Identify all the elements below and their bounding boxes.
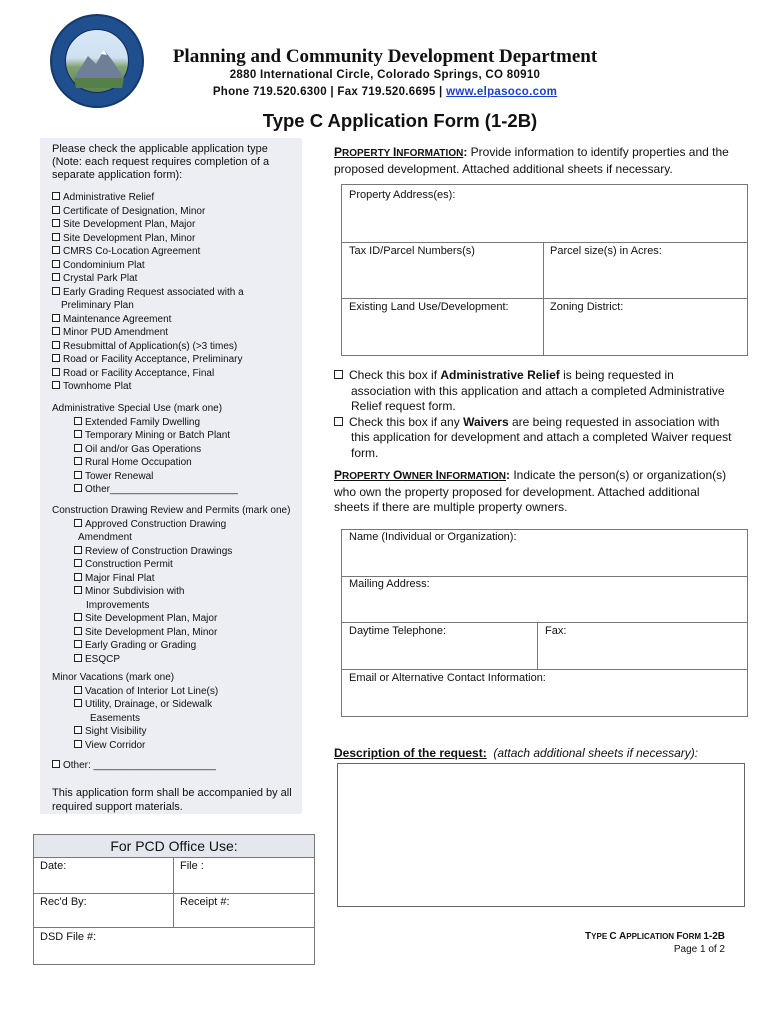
checkbox[interactable]: [52, 192, 60, 200]
cd-item[interactable]: Site Development Plan, Major: [52, 612, 302, 626]
owner-table: [341, 529, 748, 717]
email-field[interactable]: Email or Alternative Contact Information:: [349, 672, 546, 684]
waiver-check-row[interactable]: Check this box if any Waivers are being requested in association with this application for development and attach a completed Waiver request form.: [334, 415, 734, 462]
office-recd-by-field[interactable]: Rec'd By:: [40, 896, 87, 908]
owner-name-field[interactable]: Name (Individual or Organization):: [349, 531, 517, 543]
checkbox[interactable]: [74, 519, 82, 527]
checkbox[interactable]: [74, 613, 82, 621]
page-number: Page 1 of 2: [673, 944, 725, 955]
type-checkbox-item[interactable]: Resubmittal of Application(s) (>3 times): [52, 340, 302, 354]
cd-continuation: Amendment: [78, 532, 132, 543]
checkbox[interactable]: [74, 559, 82, 567]
admin-special-use-section: [52, 402, 302, 497]
checkbox[interactable]: [74, 726, 82, 734]
checkbox[interactable]: [52, 273, 60, 281]
cd-item[interactable]: ESQCP: [52, 653, 302, 667]
divider: [341, 622, 748, 623]
footer-form-title: TYPE C APPLICATION FORM 1-2B: [585, 931, 725, 942]
asu-item[interactable]: Rural Home Occupation: [52, 456, 302, 470]
owner-info-text: Indicate the person(s) or organization(s) who own the property proposed for development. Attached additional sheets if there are multiple property owners.: [334, 468, 727, 514]
cd-item[interactable]: Early Grading or Grading: [52, 639, 302, 653]
type-checkbox-item[interactable]: Administrative Relief: [52, 191, 302, 205]
divider: [33, 927, 315, 928]
asu-item[interactable]: Temporary Mining or Batch Plant: [52, 429, 302, 443]
checkbox[interactable]: [52, 381, 60, 389]
form-title: Type C Application Form (1-2B): [262, 110, 538, 131]
mv-item[interactable]: Sight Visibility: [52, 725, 302, 739]
type-checkbox-item[interactable]: Certificate of Designation, Minor: [52, 205, 302, 219]
checkbox[interactable]: [52, 246, 60, 254]
description-heading: [334, 746, 754, 760]
type-checkbox-item[interactable]: Minor PUD Amendment: [52, 326, 302, 340]
checkbox[interactable]: [334, 417, 343, 426]
checkbox[interactable]: [74, 586, 82, 594]
office-file-field[interactable]: File :: [180, 860, 204, 872]
type-checkbox-item[interactable]: Early Grading Request associated with a: [52, 286, 302, 300]
checkbox[interactable]: [74, 686, 82, 694]
checkbox[interactable]: [52, 287, 60, 295]
cd-item[interactable]: Construction Permit: [52, 558, 302, 572]
divider: [341, 298, 748, 299]
mv-item[interactable]: Vacation of Interior Lot Line(s): [52, 685, 302, 699]
other-item[interactable]: Other: ______________________: [52, 759, 302, 773]
asu-item[interactable]: Oil and/or Gas Operations: [52, 443, 302, 457]
checkbox[interactable]: [74, 640, 82, 648]
cd-item[interactable]: Major Final Plat: [52, 572, 302, 586]
section-title: Administrative Special Use (mark one): [52, 403, 223, 414]
mailing-address-field[interactable]: Mailing Address:: [349, 578, 430, 590]
description-note: (attach additional sheets if necessary):: [493, 746, 699, 760]
checkbox[interactable]: [74, 471, 82, 479]
divider: [33, 893, 315, 894]
type-checkbox-item[interactable]: Townhome Plat: [52, 380, 302, 394]
checkbox[interactable]: [52, 354, 60, 362]
checkbox[interactable]: [74, 627, 82, 635]
type-checkbox-item[interactable]: Road or Facility Acceptance, Final: [52, 367, 302, 381]
type-checkbox-item[interactable]: Condominium Plat: [52, 259, 302, 273]
property-info-text: Provide information to identify properties and the proposed development. Attached additional sheets if necessary.: [334, 145, 729, 176]
relief-waiver-checks: [334, 368, 734, 461]
divider: [341, 242, 748, 243]
checkbox[interactable]: [52, 314, 60, 322]
cd-item[interactable]: Site Development Plan, Minor: [52, 626, 302, 640]
checkbox[interactable]: [74, 457, 82, 465]
mv-item[interactable]: Utility, Drainage, or Sidewalk: [52, 698, 302, 712]
type-checkbox-item[interactable]: Road or Facility Acceptance, Preliminary: [52, 353, 302, 367]
checkbox[interactable]: [74, 654, 82, 662]
checkbox[interactable]: [74, 417, 82, 425]
checkbox[interactable]: [52, 219, 60, 227]
divider: [33, 857, 315, 858]
checkbox[interactable]: [52, 327, 60, 335]
mv-item[interactable]: View Corridor: [52, 739, 302, 753]
zoning-district-field[interactable]: Zoning District:: [550, 301, 624, 313]
checkbox[interactable]: [52, 233, 60, 241]
office-dsd-file-field[interactable]: DSD File #:: [40, 931, 97, 943]
department-contact: [170, 86, 600, 98]
support-materials-note: This application form shall be accompanied by all required support materials.: [52, 787, 292, 813]
checkbox[interactable]: [74, 484, 82, 492]
fax-field[interactable]: Fax:: [545, 625, 567, 637]
department-address: 2880 International Circle, Colorado Springs, CO 80910: [229, 69, 541, 81]
construction-drawing-section: [52, 504, 302, 666]
type-checkbox-item[interactable]: Maintenance Agreement: [52, 313, 302, 327]
checkbox[interactable]: [52, 760, 60, 768]
parcel-size-field[interactable]: Parcel size(s) in Acres:: [550, 245, 662, 257]
asu-item[interactable]: Other_______________________: [52, 483, 302, 497]
minor-vacations-section: [52, 671, 302, 752]
mv-continuation: Easements: [90, 712, 141, 724]
checkbox[interactable]: [52, 206, 60, 214]
county-seal-logo: [50, 14, 144, 108]
cd-item[interactable]: Minor Subdivision with: [52, 585, 302, 599]
tax-id-field[interactable]: Tax ID/Parcel Numbers(s): [349, 245, 475, 257]
checkbox[interactable]: [74, 444, 82, 452]
property-address-field[interactable]: Property Address(es):: [349, 189, 456, 201]
checkbox[interactable]: [74, 546, 82, 554]
checkbox[interactable]: [52, 368, 60, 376]
office-use-title: For PCD Office Use:: [34, 835, 314, 857]
application-type-intro: Please check the applicable application type (Note: each request requires completion of a separate application form):: [52, 143, 270, 181]
checkbox[interactable]: [74, 573, 82, 581]
website-link[interactable]: www.elpasoco.com: [446, 86, 558, 98]
application-type-list: [52, 191, 302, 394]
office-date-field[interactable]: Date:: [40, 860, 67, 872]
type-checkbox-item[interactable]: Crystal Park Plat: [52, 272, 302, 286]
section-title: Construction Drawing Review and Permits (mark one): [52, 505, 291, 516]
section-label: PROPERTY OWNER INFORMATION: [334, 468, 507, 482]
divider: [341, 576, 748, 577]
checkbox[interactable]: [334, 370, 343, 379]
phone-fax: Phone 719.520.6300 | Fax 719.520.6695 |: [212, 86, 447, 98]
cd-item[interactable]: Review of Construction Drawings: [52, 545, 302, 559]
property-table: [341, 184, 748, 356]
asu-item[interactable]: Tower Renewal: [52, 470, 302, 484]
description-textarea[interactable]: [337, 763, 745, 907]
asu-item[interactable]: Extended Family Dwelling: [52, 416, 302, 430]
divider: [341, 669, 748, 670]
checkbox[interactable]: [74, 430, 82, 438]
description-title: Description of the request:: [334, 746, 487, 760]
daytime-telephone-field[interactable]: Daytime Telephone:: [349, 625, 447, 637]
owner-info-heading: PROPERTY OWNER INFORMATION: Indicate the person(s) or organization(s) who own the property proposed for development. Attached additional sheets if there are multiple property owners.: [334, 468, 727, 514]
checkbox[interactable]: [74, 740, 82, 748]
type-continuation: Preliminary Plan: [61, 300, 134, 311]
section-title: Minor Vacations (mark one): [52, 672, 175, 683]
office-receipt-field[interactable]: Receipt #:: [180, 896, 230, 908]
type-checkbox-item[interactable]: CMRS Co-Location Agreement: [52, 245, 302, 259]
cd-item[interactable]: Approved Construction Drawing: [52, 518, 302, 532]
checkbox[interactable]: [74, 699, 82, 707]
checkbox[interactable]: [52, 260, 60, 268]
section-label: PROPERTY INFORMATION: [334, 145, 464, 159]
divider: [537, 622, 538, 669]
admin-relief-check-row[interactable]: Check this box if Administrative Relief is being requested in association with this application and attach a completed Administrative Relief request form.: [334, 368, 734, 415]
type-checkbox-item[interactable]: Site Development Plan, Major: [52, 218, 302, 232]
cd-continuation: Improvements: [86, 599, 150, 611]
property-info-heading: PROPERTY INFORMATION: Provide information to identify properties and the proposed development. Attached additional sheets if necessary.: [334, 145, 729, 176]
land-use-field[interactable]: Existing Land Use/Development:: [349, 301, 509, 313]
divider: [173, 857, 174, 927]
checkbox[interactable]: [52, 341, 60, 349]
type-checkbox-item[interactable]: Site Development Plan, Minor: [52, 232, 302, 246]
department-title: Planning and Community Development Department: [172, 46, 598, 67]
divider: [543, 242, 544, 356]
